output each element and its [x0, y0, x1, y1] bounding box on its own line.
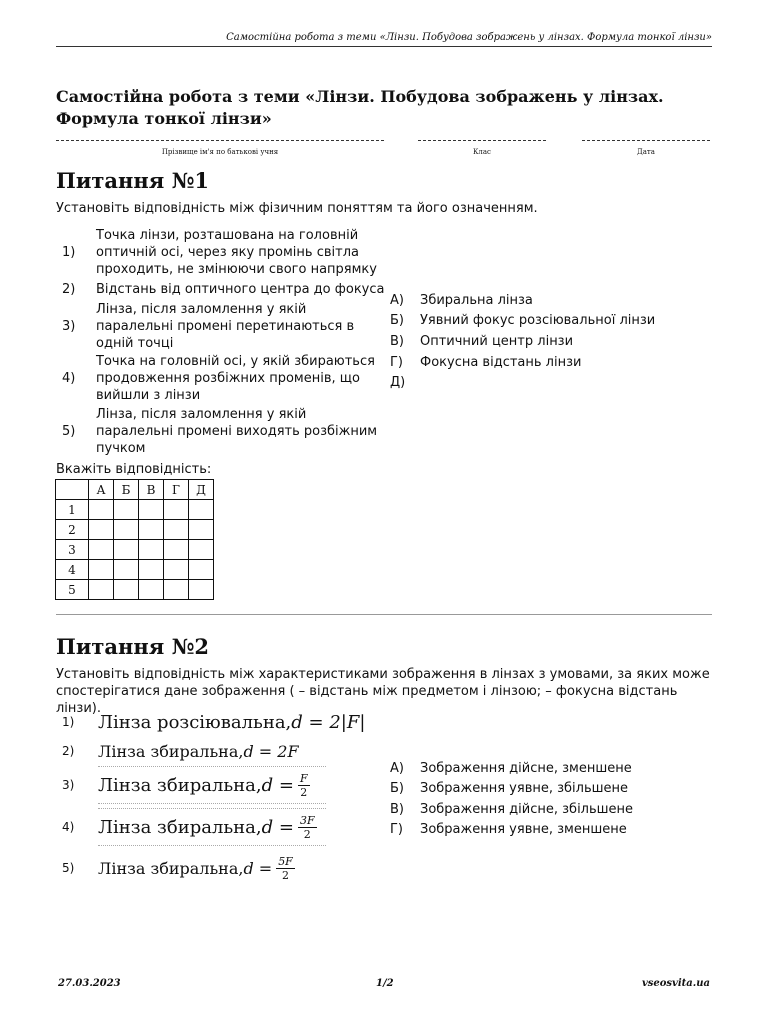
- q2-item-number: 5): [62, 861, 75, 875]
- q1-option: [390, 374, 420, 391]
- q2-item-text: Лінза збиральна,: [98, 774, 262, 796]
- q2-heading: Питання №2: [56, 634, 210, 659]
- answer-grid-row-header: 4: [56, 560, 89, 580]
- q2-option: [390, 801, 633, 818]
- fraction-denominator: 2: [300, 785, 308, 799]
- q1-option-letter: А): [390, 293, 404, 308]
- header-divider: [56, 46, 712, 47]
- answer-cell[interactable]: [139, 500, 164, 520]
- answer-cell[interactable]: [139, 520, 164, 540]
- q2-item-formula: [98, 766, 326, 804]
- fraction: [298, 814, 317, 841]
- q1-option-letter: Д): [390, 375, 406, 390]
- footer-date: 27.03.2023: [58, 978, 121, 989]
- answer-cell[interactable]: [114, 560, 139, 580]
- section-divider: [56, 614, 712, 615]
- q1-item-number: 1): [62, 244, 76, 260]
- answer-grid-col-header: В: [139, 480, 164, 500]
- q2-item-condition: d =: [261, 816, 294, 838]
- q2-option-letter: Б): [390, 781, 404, 796]
- answer-cell[interactable]: [189, 540, 214, 560]
- answer-cell[interactable]: [189, 560, 214, 580]
- q2-item-condition: d =: [243, 858, 273, 878]
- q2-item-text: Лінза збиральна,: [98, 816, 262, 838]
- answer-cell[interactable]: [164, 560, 189, 580]
- q2-option-text: Зображення уявне, збільшене: [420, 781, 629, 796]
- q2-item-condition: d = 2|F|: [291, 711, 366, 733]
- q1-heading: Питання №1: [56, 168, 210, 193]
- name-field-caption: Прізвище ім'я по батькові учня: [161, 148, 279, 156]
- date-field-caption: Дата: [637, 148, 655, 156]
- q1-option-text: Збиральна лінза: [420, 293, 533, 308]
- answer-grid-row-header: 3: [56, 540, 89, 560]
- q2-item-text: Лінза збиральна,: [98, 741, 244, 761]
- answer-grid-row: [56, 580, 214, 600]
- answer-grid-header-row: [56, 480, 214, 500]
- answer-grid-corner: [56, 480, 89, 500]
- q2-item-formula: [98, 808, 326, 846]
- running-header: Самостійна робота з теми «Лінзи. Побудова зображень у лінзах. Формула тонкої лінзи»: [226, 32, 712, 43]
- answer-grid-row-header: 2: [56, 520, 89, 540]
- q1-option-letter: Б): [390, 313, 404, 328]
- q1-item: [56, 280, 396, 298]
- class-field-line[interactable]: [418, 140, 546, 141]
- q2-prompt: Установіть відповідність між характеристиками зображення в лінзах з умовами, за яких може спостерігатися дане зображення ( – відстань між предметом і лінзою; – фокусна відстань лінзи).: [56, 667, 710, 716]
- answer-grid-col-header: Г: [164, 480, 189, 500]
- q1-item-number: 2): [62, 281, 76, 297]
- q1-item-text: Точка лінзи, розташована на головній оптичній осі, через яку промінь світла проходить, не змінюючи свого напрямку: [96, 227, 377, 277]
- q2-item: [56, 738, 299, 764]
- q1-option: [390, 312, 655, 329]
- q2-item: [56, 808, 326, 846]
- answer-cell[interactable]: [189, 580, 214, 600]
- answer-cell[interactable]: [189, 500, 214, 520]
- q2-option: [390, 821, 627, 838]
- q2-item-formula: [98, 855, 295, 882]
- fraction: [298, 772, 310, 799]
- q2-option: [390, 780, 628, 797]
- q1-prompt: Установіть відповідність між фізичним поняттям та його означенням.: [56, 201, 538, 216]
- q1-option-text: Оптичний центр лінзи: [420, 334, 574, 349]
- q2-item-number: 3): [62, 778, 75, 792]
- fraction-numerator: 3F: [299, 813, 315, 827]
- answer-cell[interactable]: [89, 560, 114, 580]
- answer-cell[interactable]: [89, 520, 114, 540]
- q2-item-condition: d =: [261, 774, 294, 796]
- answer-cell[interactable]: [139, 540, 164, 560]
- name-field-line[interactable]: [56, 140, 384, 141]
- date-field-line[interactable]: [582, 140, 710, 141]
- q1-item: [56, 405, 396, 457]
- answer-cell[interactable]: [189, 520, 214, 540]
- answer-grid-row-header: 5: [56, 580, 89, 600]
- q1-item-text: Лінза, після заломлення у якій паралельні промені виходять розбіжним пучком: [96, 406, 378, 456]
- fraction-denominator: 2: [282, 868, 289, 882]
- fraction-denominator: 2: [303, 827, 311, 841]
- q2-option-letter: А): [390, 761, 404, 776]
- q1-item-text: Відстань від оптичного центра до фокуса: [96, 281, 385, 297]
- q2-item-number: 2): [62, 744, 75, 758]
- q2-item-number: 4): [62, 820, 75, 834]
- q2-option-text: Зображення дійсне, збільшене: [420, 802, 634, 817]
- answer-cell[interactable]: [164, 580, 189, 600]
- q2-item: [56, 766, 326, 804]
- q1-item-number: 3): [62, 318, 76, 334]
- answer-cell[interactable]: [89, 500, 114, 520]
- q2-option-text: Зображення уявне, зменшене: [420, 822, 627, 837]
- q2-item-condition: d = 2F: [243, 741, 299, 761]
- q1-option: [390, 292, 533, 309]
- answer-grid-row-header: 1: [56, 500, 89, 520]
- answer-grid-col-header: Д: [189, 480, 214, 500]
- answer-grid-row: [56, 500, 214, 520]
- q2-option-text: Зображення дійсне, зменшене: [420, 761, 632, 776]
- answer-cell[interactable]: [139, 560, 164, 580]
- footer-page-number: 1/2: [376, 978, 394, 989]
- answer-grid-row: [56, 520, 214, 540]
- answer-cell[interactable]: [89, 580, 114, 600]
- q1-item-number: 5): [62, 423, 76, 439]
- q1-option-text: Фокусна відстань лінзи: [420, 355, 582, 370]
- q1-option: [390, 354, 581, 371]
- q1-option: [390, 333, 573, 350]
- answer-grid-row: [56, 540, 214, 560]
- q2-item-formula: [98, 742, 299, 761]
- answer-grid-row: [56, 560, 214, 580]
- q1-item: [56, 352, 396, 404]
- q2-item-number: 1): [62, 715, 75, 729]
- q1-option-text: Уявний фокус розсіювальної лінзи: [420, 313, 656, 328]
- answer-cell[interactable]: [164, 540, 189, 560]
- answer-cell[interactable]: [89, 540, 114, 560]
- fraction: [276, 855, 295, 882]
- q1-item-number: 4): [62, 370, 76, 386]
- q1-item: [56, 300, 396, 352]
- fraction-numerator: 5F: [278, 854, 293, 868]
- answer-cell[interactable]: [139, 580, 164, 600]
- answer-label: Вкажіть відповідність:: [56, 462, 212, 477]
- answer-grid-col-header: Б: [114, 480, 139, 500]
- q1-item-text: Лінза, після заломлення у якій паралельні промені перетинаються в одній точці: [96, 301, 355, 351]
- q2-item-text: Лінза розсіювальна,: [98, 711, 292, 733]
- q2-option-letter: Г): [390, 822, 403, 837]
- q1-item-text: Точка на головній осі, у якій збираються продовження розбіжних променів, що вийшли з лінзи: [96, 353, 375, 403]
- q1-item: [56, 226, 396, 278]
- q1-option-letter: В): [390, 334, 404, 349]
- q2-item-text: Лінза збиральна,: [98, 858, 244, 878]
- page-title: Самостійна робота з теми «Лінзи. Побудова зображень у лінзах. Формула тонкої лінзи»: [56, 87, 664, 128]
- answer-cell[interactable]: [164, 500, 189, 520]
- fraction-numerator: F: [299, 771, 308, 785]
- class-field-caption: Клас: [473, 148, 491, 156]
- answer-grid: [55, 479, 214, 600]
- answer-cell[interactable]: [164, 520, 189, 540]
- answer-cell[interactable]: [114, 500, 139, 520]
- answer-cell[interactable]: [114, 520, 139, 540]
- q2-item-formula: [98, 712, 365, 733]
- q2-option-letter: В): [390, 802, 404, 817]
- answer-grid-col-header: А: [89, 480, 114, 500]
- q2-item: [56, 708, 365, 736]
- answer-cell[interactable]: [114, 580, 139, 600]
- footer-site-link[interactable]: vseosvita.ua: [641, 978, 710, 989]
- answer-cell[interactable]: [114, 540, 139, 560]
- q1-option-letter: Г): [390, 355, 403, 370]
- q2-option: [390, 760, 632, 777]
- q2-item: [56, 850, 295, 886]
